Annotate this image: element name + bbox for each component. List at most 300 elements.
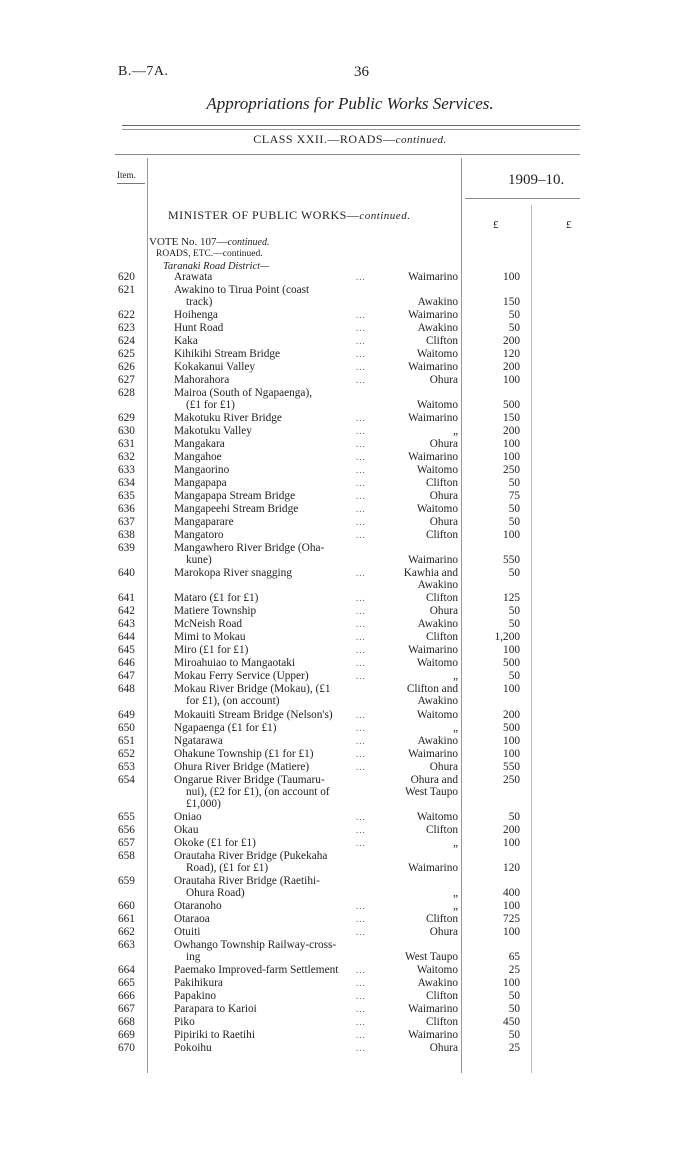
district-name: Clifton	[425, 592, 458, 605]
amount: 1,200	[494, 631, 520, 644]
amount: 450	[503, 1016, 520, 1028]
district-heading: Taranaki Road District—	[163, 261, 270, 272]
leader-dots: ...	[356, 478, 366, 489]
item-description-cont: (£1 for £1)	[186, 399, 235, 412]
ministry-heading-cont: continued.	[359, 210, 411, 222]
amount: 65	[508, 950, 520, 963]
item-number: 662	[118, 925, 135, 938]
district-name: Awakino	[417, 734, 458, 747]
amount: 200	[503, 425, 520, 438]
item-number: 629	[118, 412, 135, 425]
roads-subheading: ROADS, ETC.—continued.	[156, 249, 263, 259]
item-number: 640	[118, 567, 135, 580]
district-name: Clifton	[425, 823, 458, 836]
district-name: Waimarino	[408, 1003, 458, 1015]
leader-dots: ...	[356, 1017, 366, 1027]
district-name: Ohura	[429, 374, 458, 387]
leader-dots: ...	[356, 824, 366, 835]
item-description: Mokauiti Stream Bridge (Nelson's)	[174, 708, 333, 721]
table-row	[0, 761, 700, 773]
district-name: „	[452, 721, 458, 734]
table-row	[0, 1003, 700, 1015]
item-description: Hunt Road	[174, 322, 224, 335]
amount: 120	[503, 861, 520, 874]
amount: 150	[503, 296, 520, 309]
district-name: Waimarino	[408, 309, 458, 322]
amount: 250	[503, 464, 520, 477]
district-name: Ohura	[429, 516, 458, 529]
district-name: Clifton	[425, 335, 458, 348]
year-header-rule	[465, 198, 580, 199]
item-description-cont: kune)	[186, 554, 212, 567]
item-column-header: Item.	[117, 170, 136, 180]
table-row	[0, 1016, 700, 1028]
district-name-cont: West Taupo	[405, 785, 458, 798]
leader-dots: ...	[356, 735, 366, 746]
district-name: „	[452, 886, 458, 899]
leader-dots: ...	[356, 413, 366, 424]
table-row	[0, 683, 700, 708]
table-row	[0, 618, 700, 630]
leader-dots: ...	[356, 671, 366, 682]
item-number: 620	[118, 271, 135, 283]
district-name: Waimarino	[408, 861, 458, 874]
amount: 500	[503, 399, 520, 412]
item-number: 625	[118, 348, 135, 361]
item-number: 645	[118, 644, 135, 657]
district-name: West Taupo	[405, 950, 458, 963]
leader-dots: ...	[356, 722, 366, 733]
item-description: Mangaorino	[174, 464, 230, 477]
item-description-cont2: £1,000)	[186, 797, 221, 810]
item-description: Arawata	[174, 271, 213, 283]
item-description: Okau	[174, 823, 199, 836]
district-name: Ohura	[429, 925, 458, 938]
amount: 400	[503, 886, 520, 899]
leader-dots: ...	[356, 375, 366, 386]
item-description: Okoke (£1 for £1)	[174, 836, 256, 849]
table-row	[0, 374, 700, 386]
table-row	[0, 631, 700, 643]
amount: 50	[508, 309, 520, 322]
item-description: Mangahoe	[174, 451, 222, 464]
table-row	[0, 387, 700, 412]
item-number: 642	[118, 605, 135, 618]
amount: 200	[503, 823, 520, 836]
table-row	[0, 722, 700, 734]
item-number: 659	[118, 874, 135, 887]
amount: 100	[503, 271, 520, 283]
item-description: Awakino to Tirua Point (coast	[174, 284, 310, 296]
item-description: Mokau River Bridge (Mokau), (£1	[174, 683, 331, 696]
table-row	[0, 503, 700, 515]
district-name: Ohura	[429, 490, 458, 503]
item-description: Pokoihu	[174, 1042, 212, 1054]
item-description: Marokopa River snagging	[174, 567, 292, 580]
item-number: 636	[118, 503, 135, 516]
amount: 100	[503, 683, 520, 696]
item-number: 638	[118, 529, 135, 542]
class-heading-main: CLASS XXII.—ROADS—	[253, 132, 396, 146]
district-name: Waitomo	[416, 503, 458, 516]
district-name: „	[452, 836, 458, 849]
district-name: Clifton	[425, 477, 458, 490]
leader-dots: ...	[356, 837, 366, 848]
item-description: Mahorahora	[174, 374, 230, 387]
leader-dots: ...	[356, 761, 366, 772]
item-number: 650	[118, 721, 135, 734]
item-description: Pakihikura	[174, 977, 223, 989]
amount: 200	[503, 335, 520, 348]
leader-dots: ...	[356, 965, 366, 975]
class-heading-cont: continued.	[395, 134, 447, 146]
item-number: 652	[118, 747, 135, 760]
table-row	[0, 309, 700, 321]
table-row	[0, 657, 700, 669]
pound-symbol-right: £	[566, 219, 572, 231]
district-name: „	[452, 425, 458, 438]
item-description: Orautaha River Bridge (Raetihi-	[174, 874, 320, 887]
item-description: Otuiti	[174, 925, 201, 938]
amount: 250	[503, 773, 520, 786]
amount: 100	[503, 644, 520, 657]
leader-dots: ...	[356, 926, 366, 937]
district-name: Awakino	[417, 322, 458, 335]
item-number: 670	[118, 1042, 135, 1054]
table-row	[0, 271, 700, 283]
amount: 120	[503, 348, 520, 361]
district-name: Waimarino	[408, 554, 458, 567]
item-description-cont: for £1), (on account)	[186, 695, 280, 708]
item-description-cont: nui), (£2 for £1), (on account of	[186, 785, 330, 798]
district-name: Waitomo	[416, 657, 458, 670]
amount: 50	[508, 990, 520, 1002]
item-number: 658	[118, 849, 135, 862]
amount: 25	[508, 964, 520, 976]
amount: 100	[503, 836, 520, 849]
leader-dots: ...	[356, 978, 366, 988]
amount: 50	[508, 605, 520, 618]
district-name: „	[452, 899, 458, 912]
amount: 50	[508, 477, 520, 490]
table-row	[0, 644, 700, 656]
item-number: 656	[118, 823, 135, 836]
amount: 100	[503, 529, 520, 542]
leader-dots: ...	[356, 1004, 366, 1014]
leader-dots: ...	[356, 568, 366, 579]
item-number: 664	[118, 964, 135, 976]
table-row	[0, 824, 700, 836]
district-name: Clifton	[425, 990, 458, 1002]
item-number: 632	[118, 451, 135, 464]
item-description: Owhango Township Railway-cross-	[174, 938, 337, 951]
leader-dots: ...	[356, 1043, 366, 1053]
item-number: 634	[118, 477, 135, 490]
table-row	[0, 567, 700, 592]
amount: 100	[503, 374, 520, 387]
item-number: 624	[118, 335, 135, 348]
table-row	[0, 322, 700, 334]
item-description: Mangatoro	[174, 529, 224, 542]
table-row	[0, 913, 700, 925]
amount: 100	[503, 925, 520, 938]
item-number: 669	[118, 1029, 135, 1041]
item-description: Kihikihi Stream Bridge	[174, 348, 281, 361]
item-description: Makotuku Valley	[174, 425, 252, 438]
pound-symbol-left: £	[493, 219, 499, 231]
amount: 50	[508, 322, 520, 335]
leader-dots: ...	[356, 645, 366, 656]
item-number: 623	[118, 322, 135, 335]
item-number: 630	[118, 425, 135, 438]
table-row	[0, 849, 700, 874]
district-name: Waimarino	[408, 747, 458, 760]
title-rule	[122, 125, 580, 126]
item-description: Otaraoa	[174, 912, 210, 925]
table-row	[0, 1042, 700, 1054]
leader-dots: ...	[356, 310, 366, 321]
item-number: 631	[118, 438, 135, 451]
amount: 50	[508, 670, 520, 683]
amount: 75	[508, 490, 520, 503]
leader-dots: ...	[356, 619, 366, 630]
amount: 500	[503, 657, 520, 670]
item-number: 633	[118, 464, 135, 477]
item-number: 627	[118, 374, 135, 387]
table-row	[0, 964, 700, 976]
item-number: 639	[118, 542, 135, 555]
district-name: Ohura	[429, 760, 458, 773]
table-row	[0, 977, 700, 989]
item-description: Kokakanui Valley	[174, 361, 256, 374]
item-description: Mokau Ferry Service (Upper)	[174, 670, 309, 683]
district-name: Waitomo	[416, 399, 458, 412]
item-number: 654	[118, 773, 135, 786]
item-description: Hoihenga	[174, 309, 218, 322]
amount: 100	[503, 899, 520, 912]
item-description: Mataro (£1 for £1)	[174, 592, 259, 605]
item-number: 643	[118, 618, 135, 631]
district-name: Ohura and	[410, 773, 458, 786]
table-row	[0, 477, 700, 489]
item-number: 667	[118, 1003, 135, 1015]
amount: 150	[503, 412, 520, 425]
district-name: Waimarino	[408, 644, 458, 657]
table-row	[0, 938, 700, 963]
district-name: „	[452, 670, 458, 683]
item-number: 626	[118, 361, 135, 374]
leader-dots: ...	[356, 465, 366, 476]
leader-dots: ...	[356, 709, 366, 720]
amount: 50	[508, 567, 520, 580]
leader-dots: ...	[356, 272, 366, 282]
table-row	[0, 1029, 700, 1041]
table-row	[0, 516, 700, 528]
item-description: Miro (£1 for £1)	[174, 644, 249, 657]
leader-dots: ...	[356, 362, 366, 373]
table-row	[0, 990, 700, 1002]
district-name-cont: Awakino	[417, 695, 458, 708]
item-description: Mangawhero River Bridge (Oha-	[174, 542, 325, 555]
district-name: Clifton	[425, 912, 458, 925]
amount: 550	[503, 760, 520, 773]
table-row	[0, 670, 700, 682]
amount: 125	[503, 592, 520, 605]
amount: 725	[503, 912, 520, 925]
table-row	[0, 361, 700, 373]
table-row	[0, 748, 700, 760]
district-name: Kawhia and	[403, 567, 458, 580]
amount: 50	[508, 618, 520, 631]
table-row	[0, 335, 700, 347]
leader-dots: ...	[356, 991, 366, 1001]
item-description: Mangapeehi Stream Bridge	[174, 503, 299, 516]
table-row	[0, 529, 700, 541]
item-description: McNeish Road	[174, 618, 243, 631]
district-name: Waitomo	[416, 464, 458, 477]
item-description: Makotuku River Bridge	[174, 412, 282, 425]
item-description: Mangakara	[174, 438, 225, 451]
district-name: Awakino	[417, 977, 458, 989]
title-rule-secondary	[122, 129, 580, 130]
item-number: 646	[118, 657, 135, 670]
item-number: 622	[118, 309, 135, 322]
vote-heading	[149, 236, 269, 248]
item-number: 657	[118, 836, 135, 849]
item-number: 637	[118, 516, 135, 529]
item-number: 641	[118, 592, 135, 605]
item-number: 668	[118, 1016, 135, 1028]
amount: 550	[503, 554, 520, 567]
item-description: Pipiriki to Raetihi	[174, 1029, 255, 1041]
item-number: 666	[118, 990, 135, 1002]
district-name: Awakino	[417, 618, 458, 631]
item-number: 648	[118, 683, 135, 696]
leader-dots: ...	[356, 323, 366, 334]
amount: 50	[508, 810, 520, 823]
item-description: Papakino	[174, 990, 217, 1002]
district-name: Clifton	[425, 631, 458, 644]
amount: 200	[503, 361, 520, 374]
item-number: 649	[118, 708, 135, 721]
amount: 50	[508, 1003, 520, 1015]
district-name: Awakino	[417, 296, 458, 309]
item-description-cont: Ohura Road)	[186, 886, 245, 899]
item-description: Ngatarawa	[174, 734, 223, 747]
district-name: Clifton and	[406, 683, 458, 696]
district-name-cont: Awakino	[417, 579, 458, 592]
table-row	[0, 348, 700, 360]
table-row	[0, 709, 700, 721]
leader-dots: ...	[356, 426, 366, 437]
item-number: 647	[118, 670, 135, 683]
item-description-cont: track)	[186, 296, 213, 309]
table-row	[0, 438, 700, 450]
district-name: Waitomo	[416, 964, 458, 976]
leader-dots: ...	[356, 1030, 366, 1040]
amount: 500	[503, 721, 520, 734]
leader-dots: ...	[356, 632, 366, 643]
district-name: Waimarino	[408, 1029, 458, 1041]
item-header-rule	[117, 183, 145, 184]
table-top-rule	[115, 154, 580, 155]
page-number: 36	[354, 64, 369, 80]
district-name: Waitomo	[416, 348, 458, 361]
table-row	[0, 605, 700, 617]
table-row	[0, 592, 700, 604]
district-name: Waimarino	[408, 271, 458, 283]
item-number: 660	[118, 899, 135, 912]
district-name: Clifton	[425, 529, 458, 542]
amount: 100	[503, 734, 520, 747]
table-row	[0, 464, 700, 476]
district-name: Ohura	[429, 438, 458, 451]
table-row	[0, 490, 700, 502]
item-description: Mangapapa	[174, 477, 227, 490]
item-number: 665	[118, 977, 135, 989]
item-description: Oniao	[174, 810, 202, 823]
amount: 100	[503, 438, 520, 451]
leader-dots: ...	[356, 658, 366, 669]
leader-dots: ...	[356, 593, 366, 604]
leader-dots: ...	[356, 336, 366, 347]
item-description-cont: ing	[186, 950, 201, 963]
table-row	[0, 425, 700, 437]
item-description: Ohakune Township (£1 for £1)	[174, 747, 314, 760]
item-description: Matiere Township	[174, 605, 257, 618]
class-heading	[0, 132, 700, 147]
leader-dots: ...	[356, 606, 366, 617]
leader-dots: ...	[356, 452, 366, 463]
table-row	[0, 735, 700, 747]
item-description: Otaranoho	[174, 899, 222, 912]
table-row	[0, 451, 700, 463]
item-number: 628	[118, 387, 135, 400]
amount: 50	[508, 516, 520, 529]
item-description: Ongarue River Bridge (Taumaru-	[174, 773, 325, 786]
report-reference: B.—7A.	[118, 64, 169, 79]
amount: 200	[503, 708, 520, 721]
table-row	[0, 542, 700, 567]
district-name: Waimarino	[408, 451, 458, 464]
leader-dots: ...	[356, 439, 366, 450]
district-name: Waimarino	[408, 361, 458, 374]
item-description: Ohura River Bridge (Matiere)	[174, 760, 310, 773]
amount: 25	[508, 1042, 520, 1054]
item-description: Mairoa (South of Ngapaenga),	[174, 387, 313, 400]
amount: 100	[503, 977, 520, 989]
leader-dots: ...	[356, 349, 366, 360]
item-description-cont: Road), (£1 for £1)	[186, 861, 269, 874]
leader-dots: ...	[356, 491, 366, 502]
district-name: Clifton	[425, 1016, 458, 1028]
item-description: Kaka	[174, 335, 198, 348]
district-name: Waitomo	[416, 810, 458, 823]
page-title: Appropriations for Public Works Services.	[206, 94, 494, 113]
leader-dots: ...	[356, 900, 366, 911]
item-description: Parapara to Karioi	[174, 1003, 257, 1015]
item-description: Mangapapa Stream Bridge	[174, 490, 296, 503]
leader-dots: ...	[356, 504, 366, 515]
amount: 50	[508, 1029, 520, 1041]
table-row	[0, 874, 700, 899]
leader-dots: ...	[356, 517, 366, 528]
item-number: 653	[118, 760, 135, 773]
table-row	[0, 837, 700, 849]
amount: 100	[503, 747, 520, 760]
district-name: Waimarino	[408, 412, 458, 425]
amount: 50	[508, 503, 520, 516]
